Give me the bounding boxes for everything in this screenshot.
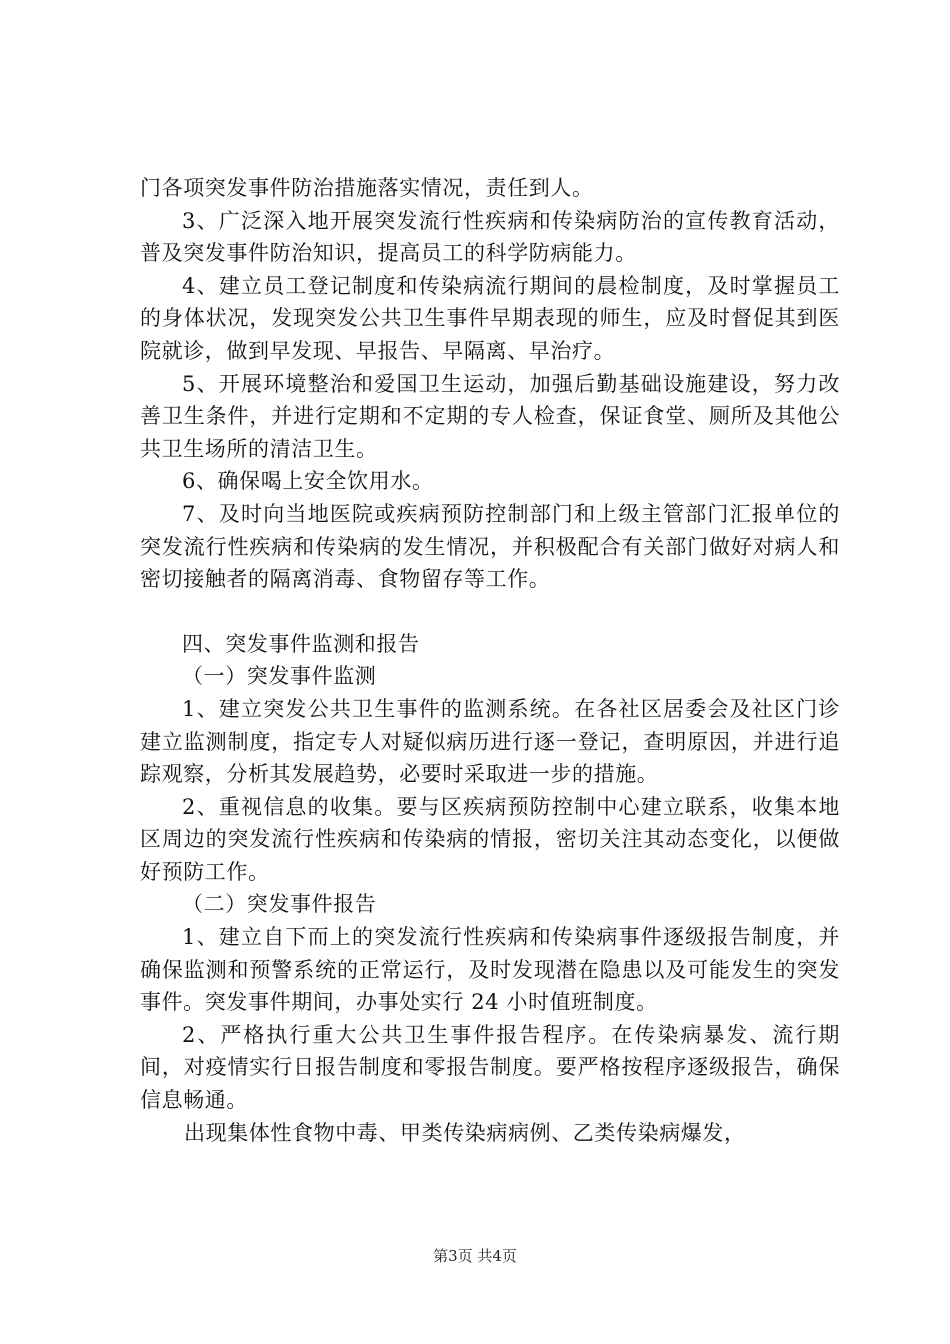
paragraph-item-3: 3、广泛深入地开展突发流行性疾病和传染病防治的宣传教育活动，普及突发事件防治知识，提高员工的科学防病能力。	[140, 208, 840, 266]
paragraph-item-4: 4、建立员工登记制度和传染病流行期间的晨检制度，及时掌握员工的身体状况，发现突发公共卫生事件早期表现的师生，应及时督促其到医院就诊，做到早发现、早报告、早隔离、早治疗。	[140, 273, 840, 363]
document-body	[140, 172, 840, 1149]
paragraph-monitoring-1: 1、建立突发公共卫生事件的监测系统。在各社区居委会及社区门诊建立监测制度，指定专人对疑似病历进行逐一登记，查明原因，并进行追踪观察，分析其发展趋势，必要时采取进一步的措施。	[140, 696, 840, 787]
paragraph-reporting-2: 2、严格执行重大公共卫生事件报告程序。在传染病暴发、流行期间，对疫情实行日报告制度和零报告制度。要严格按程序逐级报告，确保信息畅通。	[140, 1022, 840, 1113]
subsection-heading-monitoring: （一）突发事件监测	[182, 664, 377, 689]
paragraph-item-5: 5、开展环境整治和爱国卫生运动，加强后勤基础设施建设，努力改善卫生条件，并进行定期和不定期的专人检查，保证食堂、厕所及其他公共卫生场所的清洁卫生。	[140, 371, 840, 461]
paragraph-reporting-1: 1、建立自下而上的突发流行性疾病和传染病事件逐级报告制度，并确保监测和预警系统的正常运行，及时发现潜在隐患以及可能发生的突发事件。突发事件期间，办事处实行 24 小时值班制度。	[140, 925, 840, 1015]
paragraph-monitoring-2: 2、重视信息的收集。要与区疾病预防控制中心建立联系，收集本地区周边的突发流行性疾病和传染病的情报，密切关注其动态变化，以便做好预防工作。	[140, 794, 840, 884]
paragraph-continuation: 门各项突发事件防治措施落实情况，责任到人。	[140, 176, 594, 200]
paragraph-reporting-3: 出现集体性食物中毒、甲类传染病病例、乙类传染病爆发，	[184, 1120, 746, 1145]
section-heading-4: 四、突发事件监测和报告	[182, 631, 420, 656]
subsection-heading-reporting: （二）突发事件报告	[182, 892, 377, 917]
section-gap	[140, 596, 840, 628]
paragraph-item-7: 7、及时向当地医院或疾病预防控制部门和上级主管部门汇报单位的突发流行性疾病和传染病的发生情况，并积极配合有关部门做好对病人和密切接触者的隔离消毒、食物留存等工作。	[140, 501, 840, 592]
paragraph-item-6: 6、确保喝上安全饮用水。	[182, 469, 434, 494]
page-footer: 第3页 共4页	[433, 1247, 517, 1265]
